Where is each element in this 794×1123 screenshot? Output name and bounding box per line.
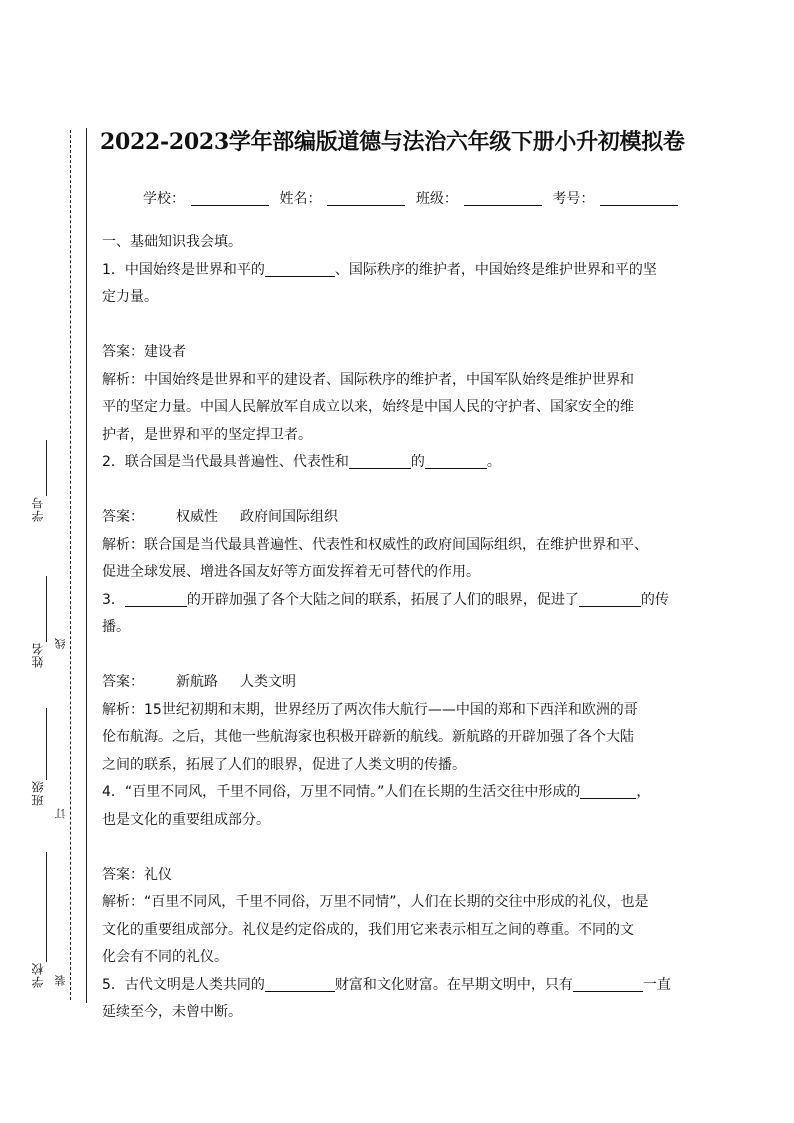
q4-analysis-2: 文化的重要组成部分。礼仪是约定俗成的，我们用它来表示相互之间的尊重。不同的文 xyxy=(102,921,634,938)
q1-blank[interactable] xyxy=(265,260,335,277)
binding-label-school: 学校 xyxy=(31,962,45,988)
q2-answer xyxy=(102,504,722,532)
binding-blank-class xyxy=(46,708,47,780)
q4-text-b: ， xyxy=(636,784,651,800)
q2-blank-2[interactable] xyxy=(425,452,487,469)
question-4 xyxy=(102,779,722,807)
cut-mark-install: 装 xyxy=(54,975,67,986)
q1-analysis-3: 护者，是世界和平的坚定捍卫者。 xyxy=(102,426,312,443)
q5-text-b: 财富和文化财富。在早期文明中，只有 xyxy=(334,976,573,993)
binding-blank-school xyxy=(46,852,47,962)
q4-line2: 也是文化的重要组成部分。 xyxy=(102,811,270,828)
q4-answer: 答案：礼仪 xyxy=(102,866,172,883)
q1-answer: 答案：建设者 xyxy=(102,344,186,360)
q3-text-b: 的开辟加强了各个大陆之间的联系，拓展了人们的眼界，促进了 xyxy=(186,591,579,608)
info-exam-no-blank[interactable] xyxy=(600,189,678,206)
info-exam-no-label: 考号： xyxy=(552,191,595,207)
binding-label-class: 班级 xyxy=(31,780,45,806)
info-name-label: 姓名： xyxy=(279,191,322,207)
q1-text-b: 、国际秩序的维护者，中国始终是维护世界和平的坚 xyxy=(334,261,657,278)
q3-text-c: 的传 xyxy=(640,591,669,608)
info-name-blank[interactable] xyxy=(327,189,405,206)
binding-solid-line xyxy=(86,128,87,1003)
binding-blank-student-id xyxy=(46,440,47,496)
q5-line2: 延续至今，未曾中断。 xyxy=(102,1004,242,1020)
q2-text-a: 2．联合国是当代最具普遍性、代表性和 xyxy=(102,454,349,470)
q3-analysis-1: 解析：15世纪初期和末期，世界经历了两次伟大航行——中国的郑和下西洋和欧洲的哥 xyxy=(102,701,638,718)
q1-analysis-2: 平的坚定力量。中国人民解放军自成立以来，始终是中国人民的守护者、国家安全的维 xyxy=(102,399,634,415)
question-2 xyxy=(102,449,722,477)
question-3 xyxy=(102,587,722,615)
binding-label-name: 姓名 xyxy=(31,642,45,668)
page-title: 2022-2023学年部编版道德与法治六年级下册小升初模拟卷 xyxy=(100,129,685,155)
q3-answer-2: 人类文明 xyxy=(240,674,296,690)
cut-mark-line: 线 xyxy=(54,638,67,649)
question-1 xyxy=(102,257,722,285)
q2-answer-2: 政府间国际组织 xyxy=(240,509,338,525)
binding-dashed-line xyxy=(70,130,71,1000)
q3-blank-2[interactable] xyxy=(579,590,641,607)
q5-blank-2[interactable] xyxy=(573,975,643,992)
info-class-blank[interactable] xyxy=(464,189,542,206)
q1-analysis-1: 解析：中国始终是世界和平的建设者、国际秩序的维护者，中国军队始终是维护世界和 xyxy=(102,371,634,388)
student-info-row xyxy=(143,187,684,211)
exam-content xyxy=(102,229,722,1027)
q1-text-a: 1．中国始终是世界和平的 xyxy=(102,261,265,278)
q3-text-a: 3． xyxy=(102,591,125,608)
q2-analysis-2: 促进全球发展、增进各国友好等方面发挥着无可替代的作用。 xyxy=(102,564,480,580)
q2-text-c: 。 xyxy=(486,454,501,470)
q3-answer xyxy=(102,669,722,697)
q5-text-c: 一直 xyxy=(642,976,671,993)
info-school-label: 学校： xyxy=(143,191,185,207)
q5-blank-1[interactable] xyxy=(265,975,335,992)
q2-analysis-1: 解析：联合国是当代最具普遍性、代表性和权威性的政府间国际组织，在维护世界和平、 xyxy=(102,536,648,553)
q2-text-b: 的 xyxy=(410,454,425,470)
q2-answer-label: 答案： xyxy=(102,509,144,525)
q2-blank-1[interactable] xyxy=(349,452,411,469)
q1-line2: 定力量。 xyxy=(102,289,158,305)
q4-analysis-1: 解析：“百里不同风，千里不同俗，万里不同情”，人们在长期的交往中形成的礼仪，也是 xyxy=(102,894,649,910)
q3-answer-1: 新航路 xyxy=(176,674,218,690)
section-heading: 一、基础知识我会填。 xyxy=(102,234,242,250)
q4-blank[interactable] xyxy=(580,782,636,799)
question-5 xyxy=(102,972,722,1000)
q5-text-a: 5．古代文明是人类共同的 xyxy=(102,976,265,993)
q2-answer-1: 权威性 xyxy=(176,509,218,525)
q4-text-a: 4．“百里不同风，千里不同俗，万里不同情。”人们在长期的生活交往中形成的 xyxy=(102,784,581,800)
q3-analysis-3: 之间的联系，拓展了人们的眼界，促进了人类文明的传播。 xyxy=(102,756,466,773)
info-school-blank[interactable] xyxy=(191,189,269,206)
binding-label-student-id: 学号 xyxy=(31,496,45,522)
info-class-label: 班级： xyxy=(415,191,458,207)
binding-blank-name xyxy=(46,576,47,642)
q3-blank-1[interactable] xyxy=(125,590,187,607)
q3-line2: 播。 xyxy=(102,619,130,635)
q3-analysis-2: 伦布航海。之后，其他一些航海家也积极开辟新的航线。新航路的开辟加强了各个大陆 xyxy=(102,729,634,745)
q3-answer-label: 答案： xyxy=(102,674,144,690)
cut-mark-bind: 订 xyxy=(54,808,67,819)
q4-analysis-3: 化会有不同的礼仪。 xyxy=(102,949,228,965)
